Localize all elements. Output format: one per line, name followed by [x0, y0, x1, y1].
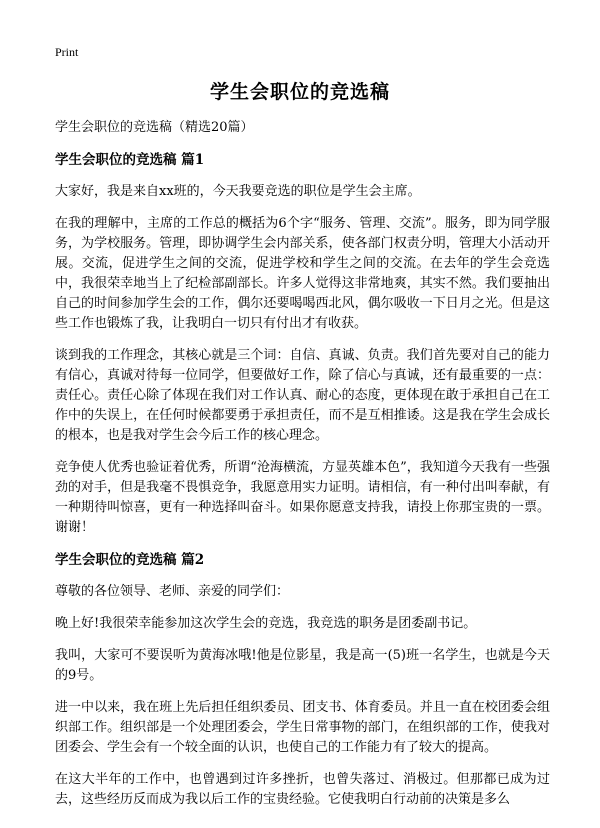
paragraph: 进一中以来，我在班上先后担任组织委员、团支书、体育委员。并且一直在校团委会组织部工作。组织部是一个处理团委会，学生日常事物的部门，在组织部的工作，使我对团委会、学生会有一个较全面的认识，也使自己的工作能力有了较大的提高。: [55, 700, 550, 755]
section-heading: 学生会职位的竞选稿 篇1: [55, 152, 205, 168]
paragraph: 谈到我的工作理念，其核心就是三个词：自信、真诚、负责。我们首先要对自己的能力有信心，真诚对待每一位同学，但要做好工作，除了信心与真诚，还有最重要的一点：责任心。责任心除了体现在我们对工作认真、耐心的态度，更体现在敢于承担自己在工作中的失误上，在任何时候都要勇于承担责任，而不是互相推诿。这是我在学生会成长的根本，也是我对学生会今后工作的核心理念。: [55, 348, 550, 443]
paragraph: 尊敬的各位领导、老师、亲爱的同学们：: [55, 584, 290, 599]
print-link[interactable]: Print: [55, 45, 79, 59]
paragraph: 我叫，大家可不要误听为黄海冰哦!他是位影星，我是高一(5)班一名学生，也就是今天的9号。: [55, 648, 550, 683]
paragraph: 大家好，我是来自xx班的，今天我要竞选的职位是学生会主席。: [55, 184, 421, 199]
article-body: [55, 118, 550, 822]
paragraph: 竞争使人优秀也验证着优秀，所谓“沧海横流，方显英雄本色”，我知道今天我有一些强劲的对手，但是我毫不畏惧竞争，我愿意用实力证明。请相信，有一种付出叫奉献，有一种期待叫惊喜，更有一种选择叫奋斗。如果你愿意支持我，请投上你那宝贵的一票。谢谢！: [55, 460, 550, 535]
paragraph: 晚上好!我很荣幸能参加这次学生会的竞选，我竞选的职务是团委副书记。: [55, 616, 477, 631]
paragraph: 在我的理解中，主席的工作总的概括为6个字“服务、管理、交流”。服务，即为同学服务，为学校服务。管理，即协调学生会内部关系，使各部门权责分明，管理大小活动开展。交流，促进学生之间的交流，促进学校和学生之间的交流。在去年的学生会竞选中，我很荣幸地当上了纪检部副部长。许多人觉得这非常地爽，其实不然。我们要抽出自己的时间参加学生会的工作，偶尔还要喝喝西北风，偶尔吸收一下日月之光。但是这些工作也锻炼了我，让我明白一切只有付出才有收获。: [55, 216, 550, 331]
section-heading: 学生会职位的竞选稿 篇2: [55, 552, 205, 568]
article-subtitle: 学生会职位的竞选稿（精选20篇）: [55, 120, 254, 135]
section-2: [55, 550, 550, 810]
paragraph: 在这大半年的工作中，也曾遇到过许多挫折，也曾失落过、消极过。但那都已成为过去，这些经历反而成为我以后工作的宝贵经验。它使我明白行动前的决策是多么: [55, 772, 550, 807]
page-title: 学生会职位的竞选稿: [209, 81, 390, 103]
section-1: [55, 150, 550, 538]
